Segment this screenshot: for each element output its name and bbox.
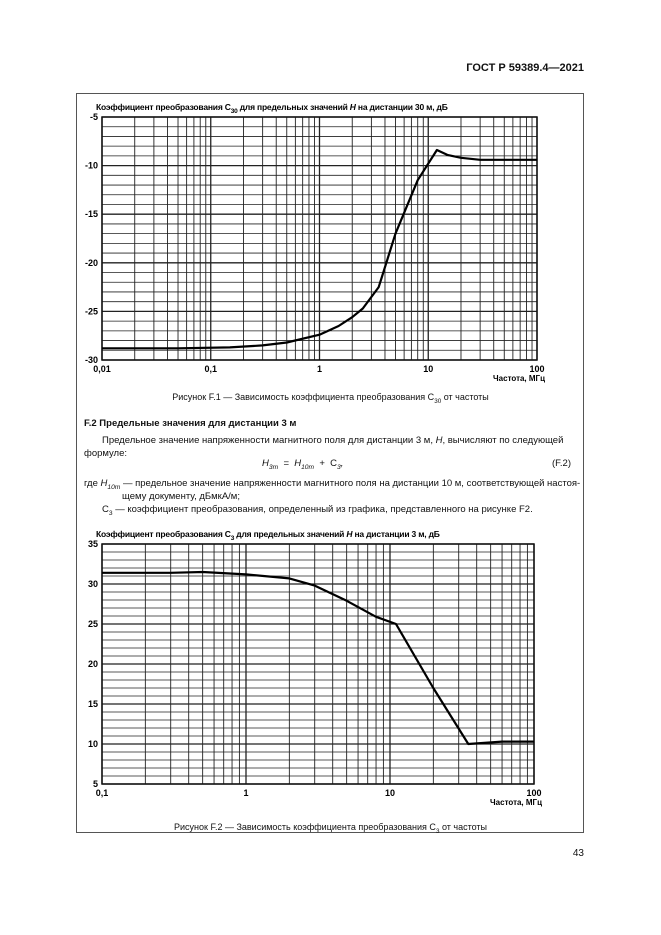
chart-c3-y-tick-label: 15 xyxy=(87,699,98,709)
figure2-caption-sub: 3 xyxy=(435,827,440,835)
figure1-caption-post: от частоты xyxy=(441,392,489,402)
chart-c30-y-tick-label: -20 xyxy=(84,257,98,268)
chart-c3-y-tick-label: 35 xyxy=(87,539,98,549)
figure1-caption-sub: 30 xyxy=(434,397,442,405)
equation-number: (F.2) xyxy=(552,458,571,469)
page-number: 43 xyxy=(572,848,584,859)
equation-text: $H_{3m} = H_{10m} + C_3$, xyxy=(262,458,344,471)
where-h10m-line-2: щему документу, дБмкА/м; xyxy=(122,491,240,502)
chart-c3-x-tick-label: 1 xyxy=(243,788,249,798)
chart-c3-x-tick-label: 100 xyxy=(526,788,542,798)
chart-c30-x-tick-label: 10 xyxy=(423,364,434,374)
chart-c30-svg xyxy=(0,0,661,400)
chart-c30-x-tick-label: 0,1 xyxy=(204,364,218,374)
document-standard-number: ГОСТ Р 59389.4—2021 xyxy=(466,62,584,74)
section-heading-f2: F.2 Предельные значения для дистанции 3 м xyxy=(84,418,297,429)
chart-c30-y-tick-label: -15 xyxy=(84,209,98,220)
chart-c3-title: Коэффициент преобразования $C_3$ для предельных значений H на дистанции 3 м, дБ xyxy=(96,529,440,542)
figure1-caption-pre: Рисунок F.1 — Зависимость коэффициента преобразования C xyxy=(172,392,435,402)
chart-c30-y-tick-label: -5 xyxy=(89,112,98,122)
figure2-caption xyxy=(0,822,661,835)
chart-c30-y-tick-label: -10 xyxy=(84,160,98,171)
chart-c30-title: Коэффициент преобразования $C_{30}$ для предельных значений H на дистанции 30 м, дБ xyxy=(96,102,448,115)
figure2-caption-post: от частоты xyxy=(439,822,487,832)
chart-c30-grid-vertical xyxy=(102,117,537,360)
chart-c3-y-tick-label: 20 xyxy=(87,659,98,669)
paragraph-line-2: формуле: xyxy=(84,448,128,459)
equation-f2 xyxy=(262,458,343,471)
chart-c3-y-tick-label: 30 xyxy=(87,579,98,589)
chart-c30-y-tick-label: -25 xyxy=(84,306,98,317)
chart-c30-x-axis-label: Частота, МГц xyxy=(493,374,545,383)
paragraph-line-1: Предельное значение напряженности магнитного поля для дистанции 3 м, H, вычисляют по следующей xyxy=(102,435,564,446)
chart-c3-y-tick-label: 5 xyxy=(92,779,98,789)
chart-c3-x-tick-label: 0,1 xyxy=(95,788,109,798)
chart-c3-x-axis-label: Частота, МГц xyxy=(490,798,542,807)
chart-c30-y-tick-label: -30 xyxy=(84,355,98,365)
chart-c3-x-tick-label: 10 xyxy=(384,788,396,798)
figure1-caption xyxy=(0,392,661,405)
chart-c3-y-tick-label: 25 xyxy=(87,619,98,629)
chart-c30-x-tick-label: 100 xyxy=(529,364,545,374)
where-h10m-line-1: где $H_{10m}$ — предельное значение напряженности магнитного поля на дистанции 10 м, соответствующей настоя- xyxy=(84,478,581,491)
figure2-caption-pre: Рисунок F.2 — Зависимость коэффициента преобразования C xyxy=(174,822,436,832)
chart-c30-x-tick-label: 0,01 xyxy=(93,364,111,374)
chart-c3-y-tick-label: 10 xyxy=(87,739,98,749)
where-c3: $C_3$ — коэффициент преобразования, определенный из графика, представленного на рисунке F2. xyxy=(102,504,533,517)
chart-c30-x-tick-label: 1 xyxy=(316,364,323,374)
